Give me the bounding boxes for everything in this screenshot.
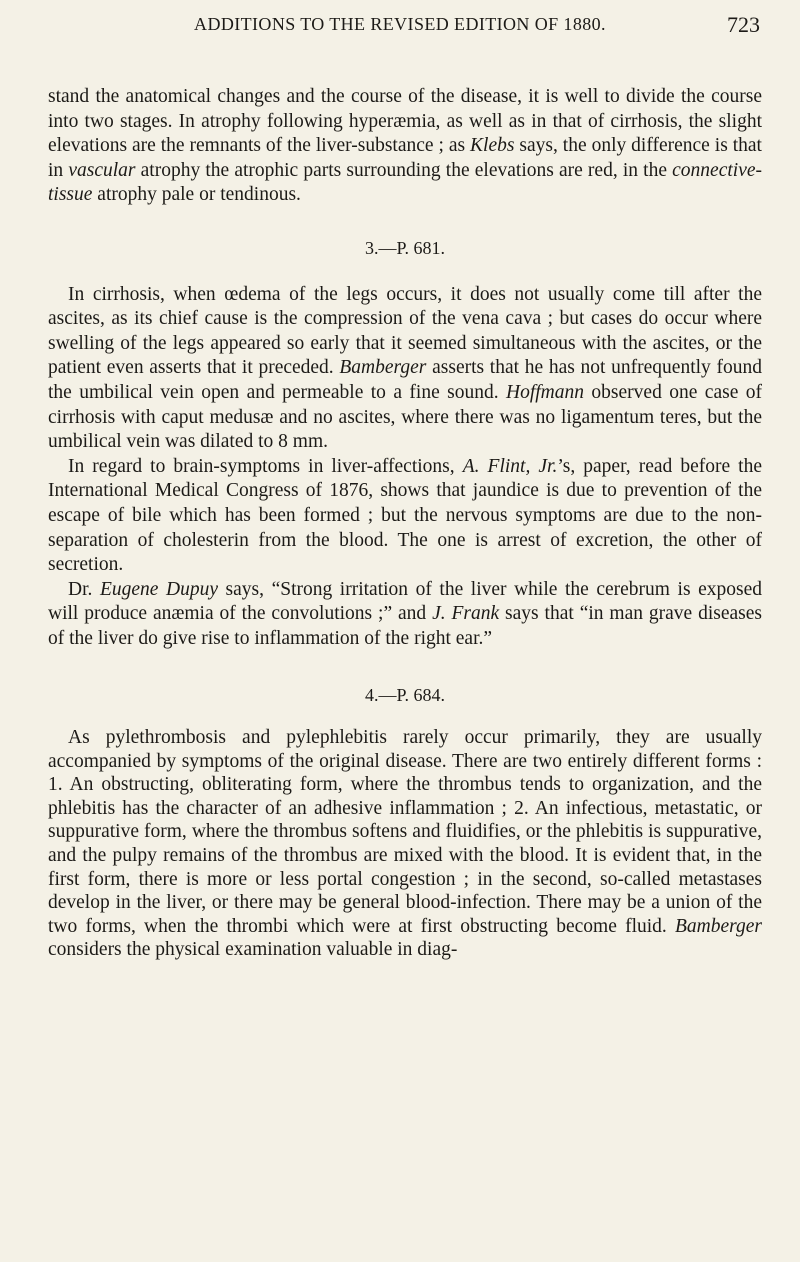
author-name: J. Frank: [432, 603, 500, 625]
paragraph-anatomical-changes: [48, 85, 762, 208]
running-head: [0, 14, 800, 42]
text-run: In cirrhosis, when œdema of the legs occurs, it does not usually come till after the ascites, as its chief cause is the compression of the vena cava ; but cases do occur where swelling of the legs appeared so early that it seemed simultaneous with the ascites, or the patient even asserts that it preceded.: [48, 283, 762, 379]
section-heading-4: 4.—P. 684.: [364, 685, 445, 706]
author-name: Hoffmann: [506, 381, 585, 403]
running-head-title: ADDITIONS TO THE REVISED EDITION OF 1880.: [194, 14, 606, 34]
paragraph-cirrhosis-oedema: [48, 283, 762, 455]
author-name: Bamberger: [339, 357, 427, 379]
paragraph-dupuy-frank: [48, 578, 762, 652]
body-text: [48, 85, 762, 962]
text-run: In regard to brain-symptoms in liver-affections,: [68, 455, 463, 477]
text-run: says, the only difference is that in: [48, 135, 762, 181]
paragraph-pylethrombosis: [48, 726, 762, 962]
author-name: A. Flint, Jr.: [462, 455, 558, 477]
text-run: stand the anatomical changes and the course of the disease, it is well to divide the course into two stages. In atrophy following hyperæmia, as well as in that of cirrhosis, the slight elevations are the remnants of the liver-substance ; as: [48, 86, 762, 157]
text-run: atrophy pale or tendinous.: [92, 184, 301, 206]
author-name: Eugene Dupuy: [99, 578, 218, 600]
text-run: Dr.: [68, 578, 100, 600]
text-run: As pylethrombosis and pylephlebitis rarely occur primarily, they are usually accompanied by symptoms of the original disease. There are two entirely different forms : 1. An obstructing, obliterating form, where the thrombus tends to organization, and the phlebitis has the character of an adhesive inflammation ; 2. An infectious, metastatic, or suppurative form, where the thrombus softens and fluidifies, or the phlebitis is suppurative, and the pulpy remains of the thrombus are mixed with the blood. It is evident that, in the first form, there is more or less portal congestion ; in the second, so-called metastases develop in the liver, or there may be general blood-infection. There may be a union of the two forms, when the thrombi which were at first obstructing become fluid.: [48, 727, 762, 937]
text-run: considers the physical examination valuable in diag-: [48, 939, 458, 961]
paragraph-brain-symptoms: [48, 455, 762, 578]
author-name: Klebs: [470, 135, 515, 157]
text-run: says that “in man grave diseases of the liver do give rise to inflammation of the right ear.”: [48, 603, 762, 649]
author-name: Bamberger: [674, 915, 762, 937]
section-heading-3: 3.—P. 681.: [364, 237, 445, 258]
page-number: 723: [727, 12, 760, 37]
emphasis: vascular: [68, 159, 136, 181]
text-run: atrophy the atrophic parts surrounding the elevations are red, in the: [135, 159, 673, 181]
text-run: says, “Strong irritation of the liver while the cerebrum is exposed will produce anæmia of the convolutions ;” and: [48, 578, 763, 625]
emphasis: connective-tissue: [48, 159, 763, 206]
text-run: observed one case of cirrhosis with caput medusæ and no ascites, where there was no ligamentum teres, but the umbilical vein was dilated to 8 mm.: [48, 381, 762, 453]
text-run: ’s, paper, read before the International Medical Congress of 1876, shows that jaundice is due to prevention of the escape of bile which has been formed ; but the nervous symptoms are due to the non-separation of cholesterin from the blood. The one is arrest of excretion, the other of secretion.: [48, 455, 762, 576]
text-run: asserts that he has not unfrequently found the umbilical vein open and permeable to a fine sound.: [48, 357, 762, 403]
